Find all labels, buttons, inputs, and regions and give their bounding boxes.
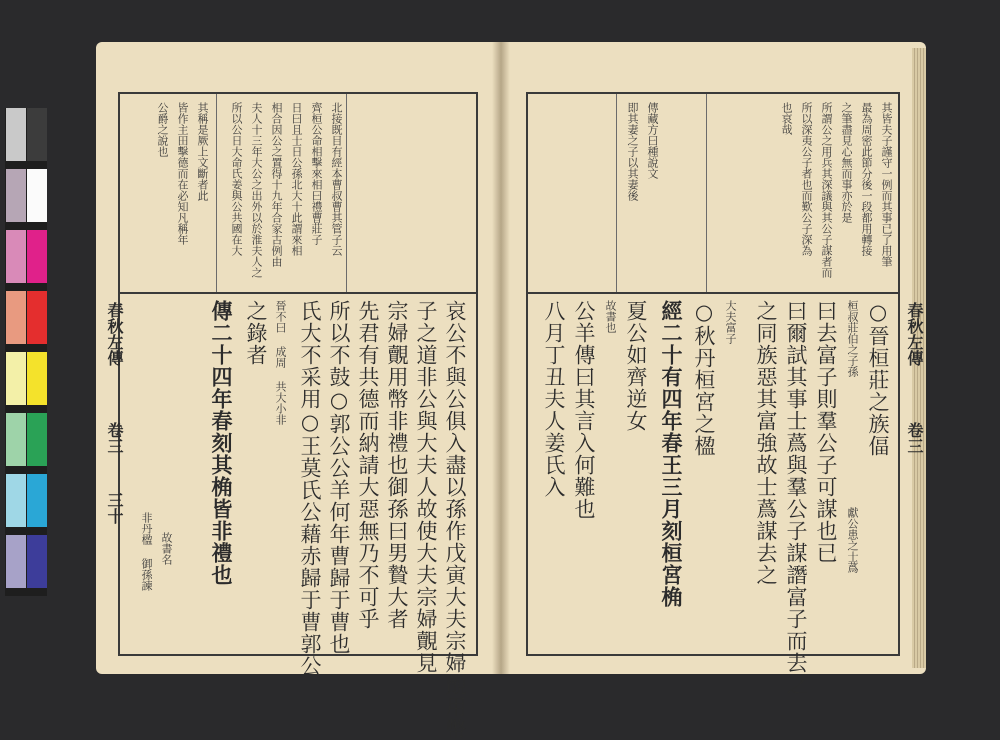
calibration-patch: [27, 291, 47, 344]
right-margin-title: 春秋左傳: [905, 302, 924, 366]
main-text-column: 之錄者: [244, 300, 268, 366]
main-text-column: 夏公如齊逆女: [624, 300, 648, 432]
main-text-column: 公羊傳曰其言入何難也: [572, 300, 596, 520]
main-text-column: 子之道非公與大夫人故使大夫宗婦覿見: [414, 300, 438, 674]
main-text-column: 所以不鼓○郭公公羊何年曹歸于曹也: [327, 300, 351, 655]
calibration-patch: [27, 535, 47, 588]
calibration-patch: [6, 291, 26, 344]
small-annotation: 故書名: [160, 532, 173, 565]
small-annotation: 桓叔莊伯之子孫: [846, 300, 859, 377]
calibration-patch: [27, 108, 47, 161]
main-text-column: 曰爾試其事士蔿與羣公子謀譖富子而去之: [784, 300, 808, 696]
open-book: [96, 42, 926, 740]
left-margin-volume: 卷三: [105, 422, 124, 454]
note-column: 即其妻之子以其妻後: [626, 102, 639, 201]
note-column: 也哀哉: [780, 102, 793, 135]
calibration-patch: [27, 413, 47, 466]
main-text-column: 曰去富子則羣公子可謀也已: [814, 300, 838, 564]
main-text-column: 哀公不與公俱入盡以孫作戊寅大夫宗婦覿用幣: [443, 300, 467, 740]
calibration-patch: [6, 413, 26, 466]
left-upper-divider: [118, 292, 476, 294]
note-column: 所以公日大命氏姜與公共國在大: [230, 102, 243, 256]
right-upper-divider: [526, 292, 898, 294]
calibration-patch: [6, 535, 26, 588]
note-column: 皆作主田擊德而在必知凡稱年: [176, 102, 189, 245]
note-column: 所謂公之用兵其深議與其公子謀者而: [820, 102, 833, 278]
note-column: 公爵之說也: [156, 102, 169, 157]
small-annotation: 非丹楹 御孫諫: [140, 512, 153, 591]
left-rule: [346, 94, 347, 292]
note-column: 齊桓公命相擊來相曰禮曹莊子: [310, 102, 323, 245]
right-rule: [706, 94, 707, 292]
small-annotation: 大夫富子: [724, 300, 737, 344]
main-text-column: 之同族惡其富強故士蔿謀去之: [754, 300, 778, 586]
calibration-patch: [6, 352, 26, 405]
note-column: 日曰且士日公孫北大十此謂來相: [290, 102, 303, 256]
calibration-patch: [6, 169, 26, 222]
main-text-column: 經二十有四年春王三月刻桓宮桷: [659, 300, 684, 608]
main-text-column: 傳二十四年春刻其桷皆非禮也: [209, 300, 234, 586]
main-text-column: ○秋丹桓宮之楹: [692, 300, 716, 457]
main-text-column: ○晉桓莊之族偪: [866, 300, 890, 457]
book-gutter: [492, 42, 510, 674]
calibration-patch: [27, 230, 47, 283]
color-calibration-strip: [5, 108, 47, 596]
note-column: 其皆夫子謹守一例而其事已了用筆: [880, 102, 893, 267]
note-column: 所以深夷公子者也而歎公子深為: [800, 102, 813, 256]
calibration-patch: [27, 169, 47, 222]
right-rule: [616, 94, 617, 292]
main-text-column: 先君有共德而納請大惡無乃不可乎: [356, 300, 380, 630]
note-column: 傳藏方曰種說文: [646, 102, 659, 179]
main-text-column: 八月丁丑夫人姜氏入: [542, 300, 566, 498]
calibration-patch: [27, 352, 47, 405]
right-margin-volume: 卷三: [905, 422, 924, 454]
left-rule: [216, 94, 217, 292]
small-annotation: 晉不曰 成周 共大小非: [274, 300, 287, 425]
note-column: 之筆盡見心無而事亦於是: [840, 102, 853, 223]
calibration-patch: [6, 474, 26, 527]
note-column: 其稱是厥上文斷者此: [196, 102, 209, 201]
calibration-patch: [27, 474, 47, 527]
note-column: 相合因公之置得十九年合家古例由: [270, 102, 283, 267]
small-annotation: 故書也: [604, 300, 617, 333]
calibration-patch: [6, 108, 26, 161]
main-text-column: 氏大不采用○王莫氏公藉赤歸于曹郭公: [298, 300, 322, 677]
note-column: 北接既目有經本曹叔曹其管子云: [330, 102, 343, 256]
small-annotation: 獻公患之士蔿: [846, 507, 859, 573]
left-margin-leaf: 三十: [105, 492, 124, 524]
note-column: 夫人十三年大公之出外以於淮夫人之: [250, 102, 263, 278]
main-text-column: 宗婦覿用幣非禮也御孫曰男贄大者: [385, 300, 409, 630]
calibration-patch: [6, 230, 26, 283]
left-margin-title: 春秋左傳: [105, 302, 124, 366]
note-column: 最為周密此節分後一段都用轉接: [860, 102, 873, 256]
